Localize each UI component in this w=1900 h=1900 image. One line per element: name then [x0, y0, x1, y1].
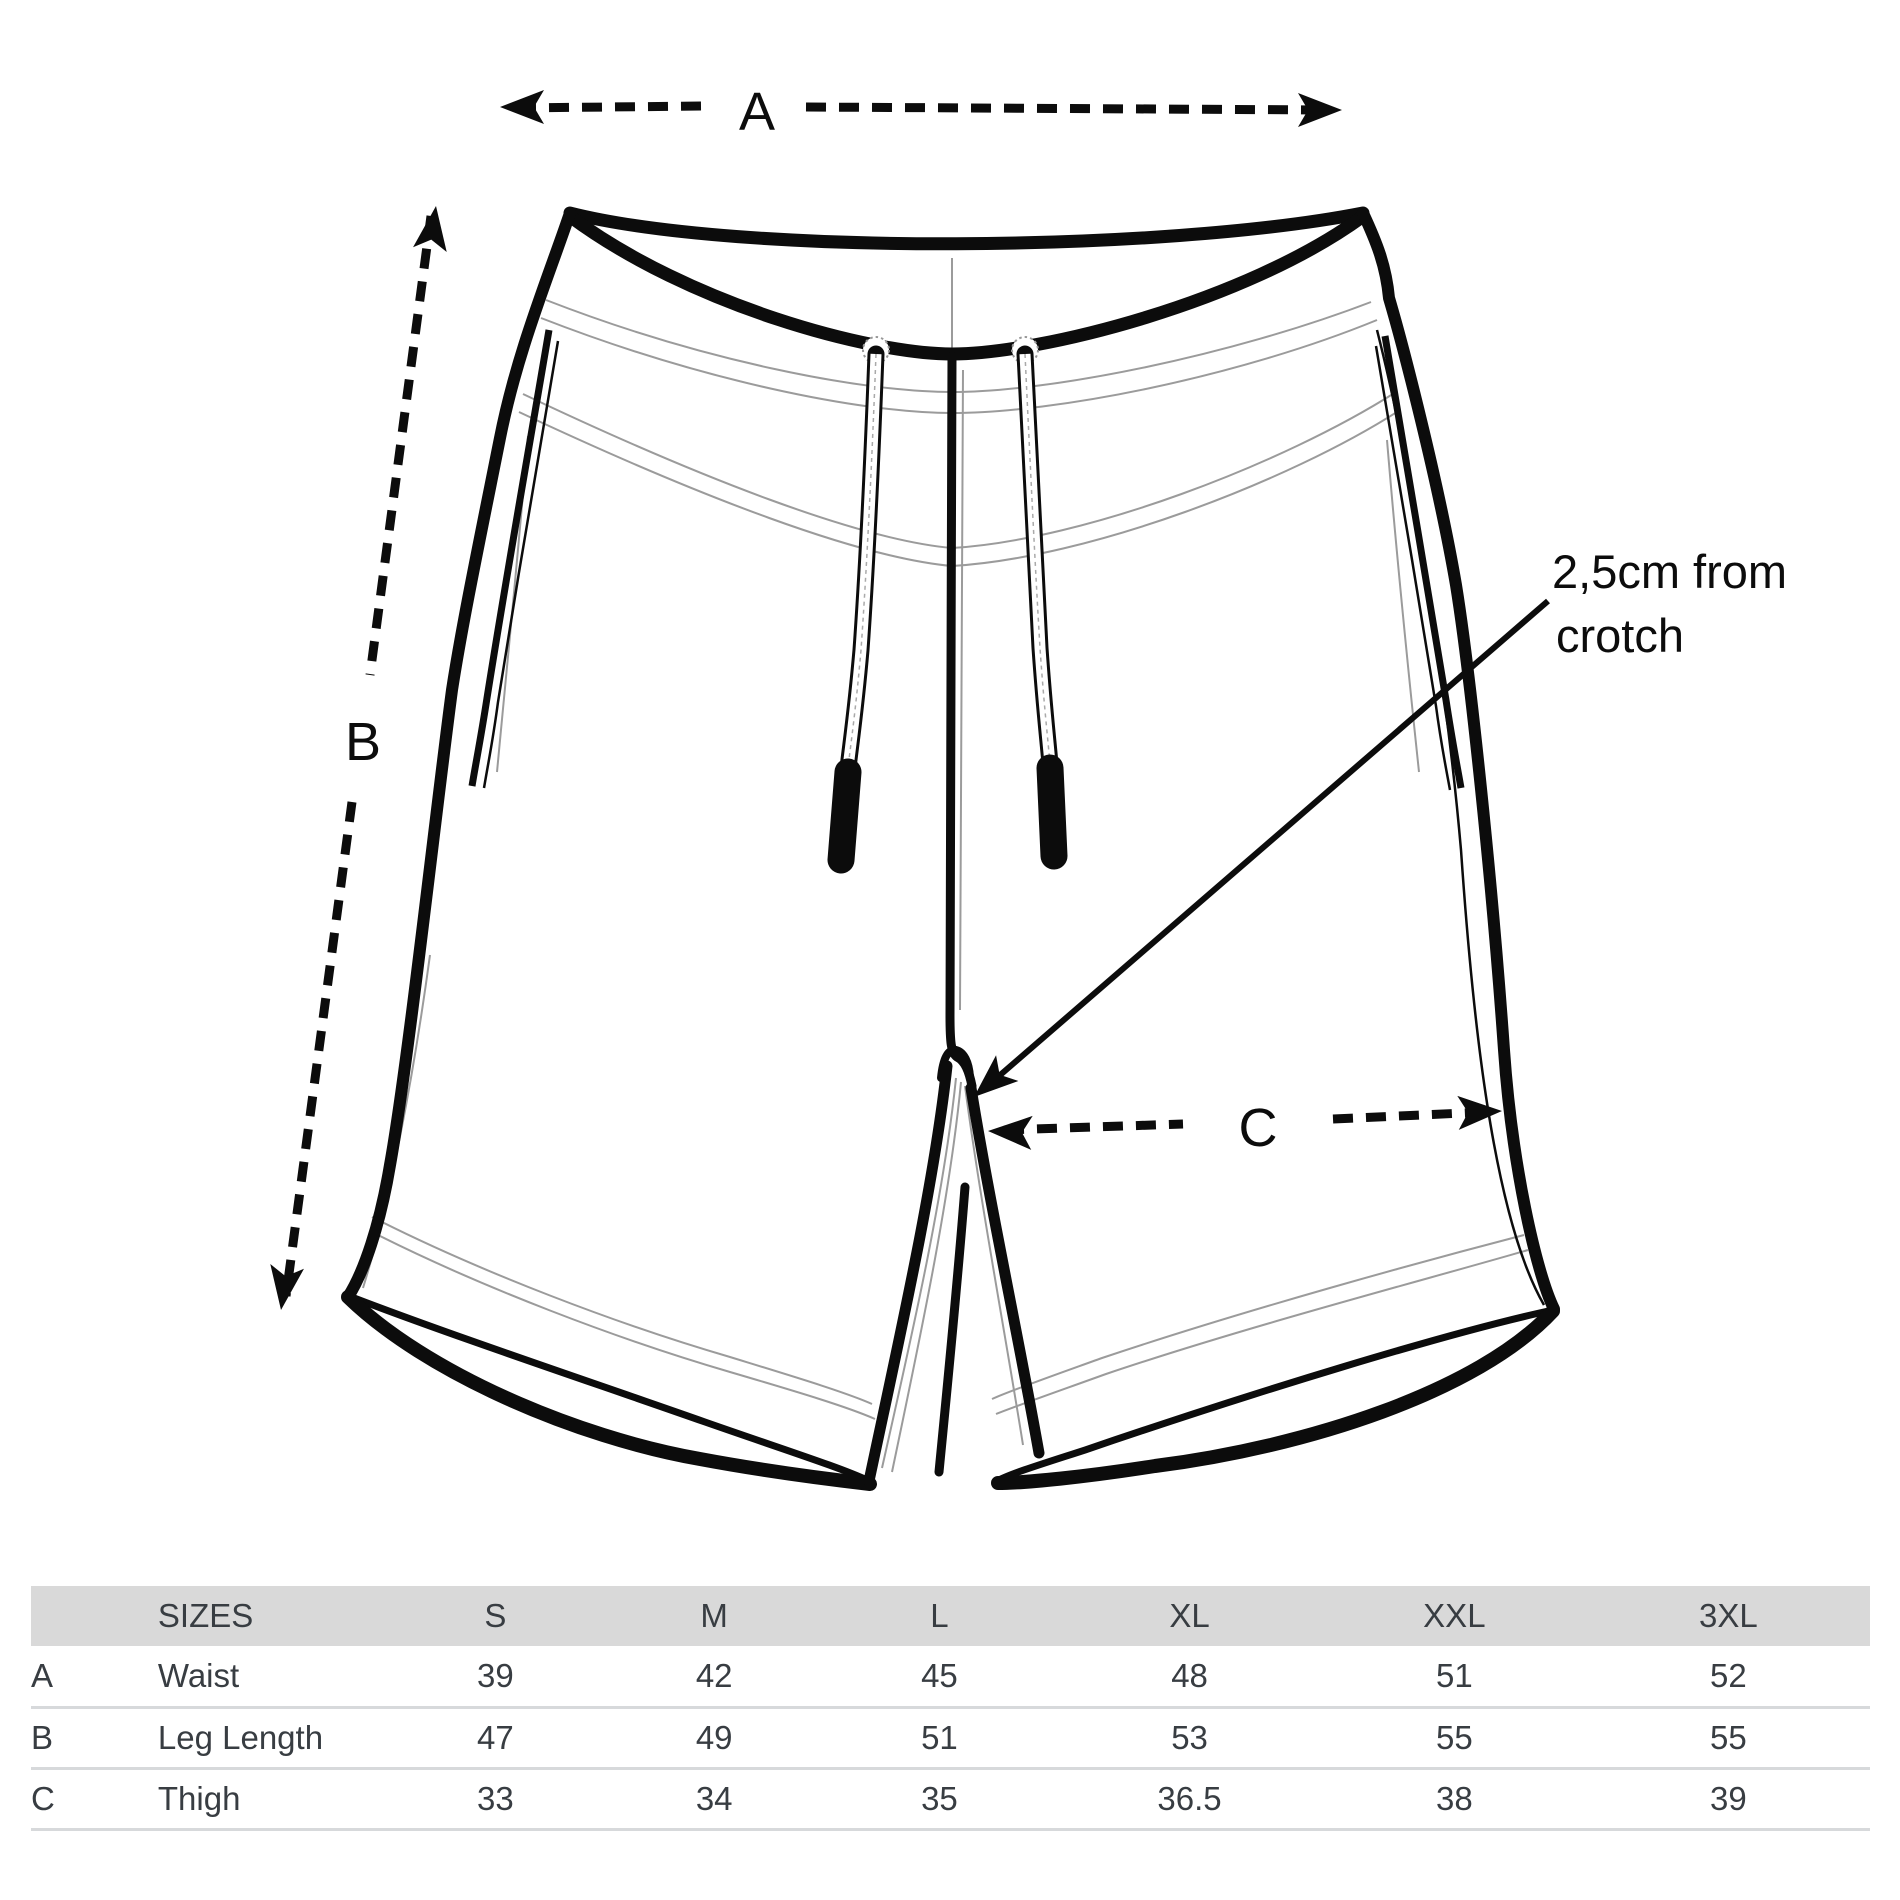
header-size-m: M [700, 1597, 728, 1634]
header-size-s: S [484, 1597, 507, 1634]
thigh-3xl: 39 [1710, 1779, 1747, 1817]
table-header-row [31, 1586, 1870, 1646]
c-dash-left [1004, 1124, 1183, 1130]
crotch-annotation [963, 545, 1787, 1110]
a-arrowhead-left [500, 90, 544, 124]
leg-length-xxl: 55 [1436, 1718, 1473, 1756]
pockets [472, 330, 1544, 1305]
row-label: Thigh [157, 1779, 241, 1817]
annotation-text-line2: crotch [1556, 609, 1684, 662]
header-size-l: L [930, 1597, 949, 1634]
table-row-leg-length [31, 1707, 1870, 1768]
c-dash-right [1333, 1112, 1486, 1119]
a-label: A [738, 82, 776, 142]
b-label: B [344, 712, 382, 772]
thigh-xl: 36.5 [1157, 1779, 1222, 1817]
b-arrowhead-bottom [264, 1264, 304, 1312]
b-dash-bottom [286, 802, 352, 1296]
stitch-lines [363, 258, 1528, 1472]
right-inseam [971, 1088, 1039, 1453]
a-dash-right [806, 107, 1328, 110]
left-side-seam [348, 213, 570, 1297]
left-pocket-topstitch [484, 341, 558, 788]
row-label: Leg Length [157, 1718, 324, 1756]
right-aglet [1050, 768, 1054, 856]
waistband-stitch-1 [546, 300, 1371, 392]
thigh-l: 35 [921, 1779, 958, 1817]
right-hem-stitch-1 [992, 1235, 1524, 1399]
left-inseam [869, 1066, 947, 1481]
header-size-xxl: XXL [1423, 1597, 1486, 1634]
c-label: C [1238, 1098, 1278, 1158]
b-dash-top [370, 216, 431, 675]
header-sizes: SIZES [157, 1597, 254, 1634]
b-arrowhead-top [413, 204, 453, 252]
size-table [31, 1586, 1870, 1831]
waist-s: 39 [476, 1656, 514, 1694]
leg-length-xl: 53 [1171, 1718, 1208, 1756]
annotation-line [984, 601, 1548, 1089]
c-arrowhead-left [987, 1114, 1032, 1150]
thigh-xxl: 38 [1436, 1779, 1473, 1817]
center-seam-allowance [960, 370, 963, 1010]
header-size-xl: XL [1169, 1597, 1210, 1634]
back-rise-seam [939, 1187, 965, 1472]
row-letter: A [31, 1656, 54, 1694]
right-hem-top [997, 1310, 1553, 1481]
c-arrowhead-right [1457, 1094, 1502, 1130]
left-aglet [841, 772, 848, 860]
waist-l: 45 [921, 1656, 958, 1694]
waist-xl: 48 [1171, 1656, 1208, 1694]
waist-m: 42 [695, 1656, 733, 1694]
row-label: Waist [157, 1656, 240, 1694]
thigh-m: 34 [695, 1779, 733, 1817]
thigh-s: 33 [476, 1779, 514, 1817]
dimension-b [264, 204, 453, 1313]
waistband-stitch-4 [519, 410, 1400, 566]
right-hem-bottom [998, 1311, 1553, 1483]
table-row-waist [31, 1646, 1870, 1707]
dimension-c [987, 1094, 1502, 1158]
leg-length-l: 51 [921, 1718, 958, 1756]
leg-length-s: 47 [476, 1718, 514, 1756]
waistband-stitch-3 [523, 392, 1396, 548]
waistband-stitch-2 [541, 318, 1377, 413]
waist-top-edge [570, 213, 1363, 244]
waist-3xl: 52 [1710, 1656, 1747, 1694]
row-letter: C [31, 1779, 55, 1817]
left-hem-top [349, 1296, 869, 1481]
a-dash-left [516, 106, 702, 108]
dimension-a [500, 82, 1342, 142]
leg-length-3xl: 55 [1710, 1718, 1747, 1756]
leg-length-m: 49 [695, 1718, 733, 1756]
row-letter: B [31, 1718, 54, 1756]
table-row-thigh [31, 1768, 1870, 1829]
crotch-allowance-left-2 [892, 1082, 961, 1472]
header-corner [31, 1586, 158, 1646]
header-size-3xl: 3XL [1699, 1597, 1758, 1634]
waist-xxl: 51 [1436, 1656, 1473, 1694]
annotation-text-line1: 2,5cm from [1552, 545, 1788, 598]
